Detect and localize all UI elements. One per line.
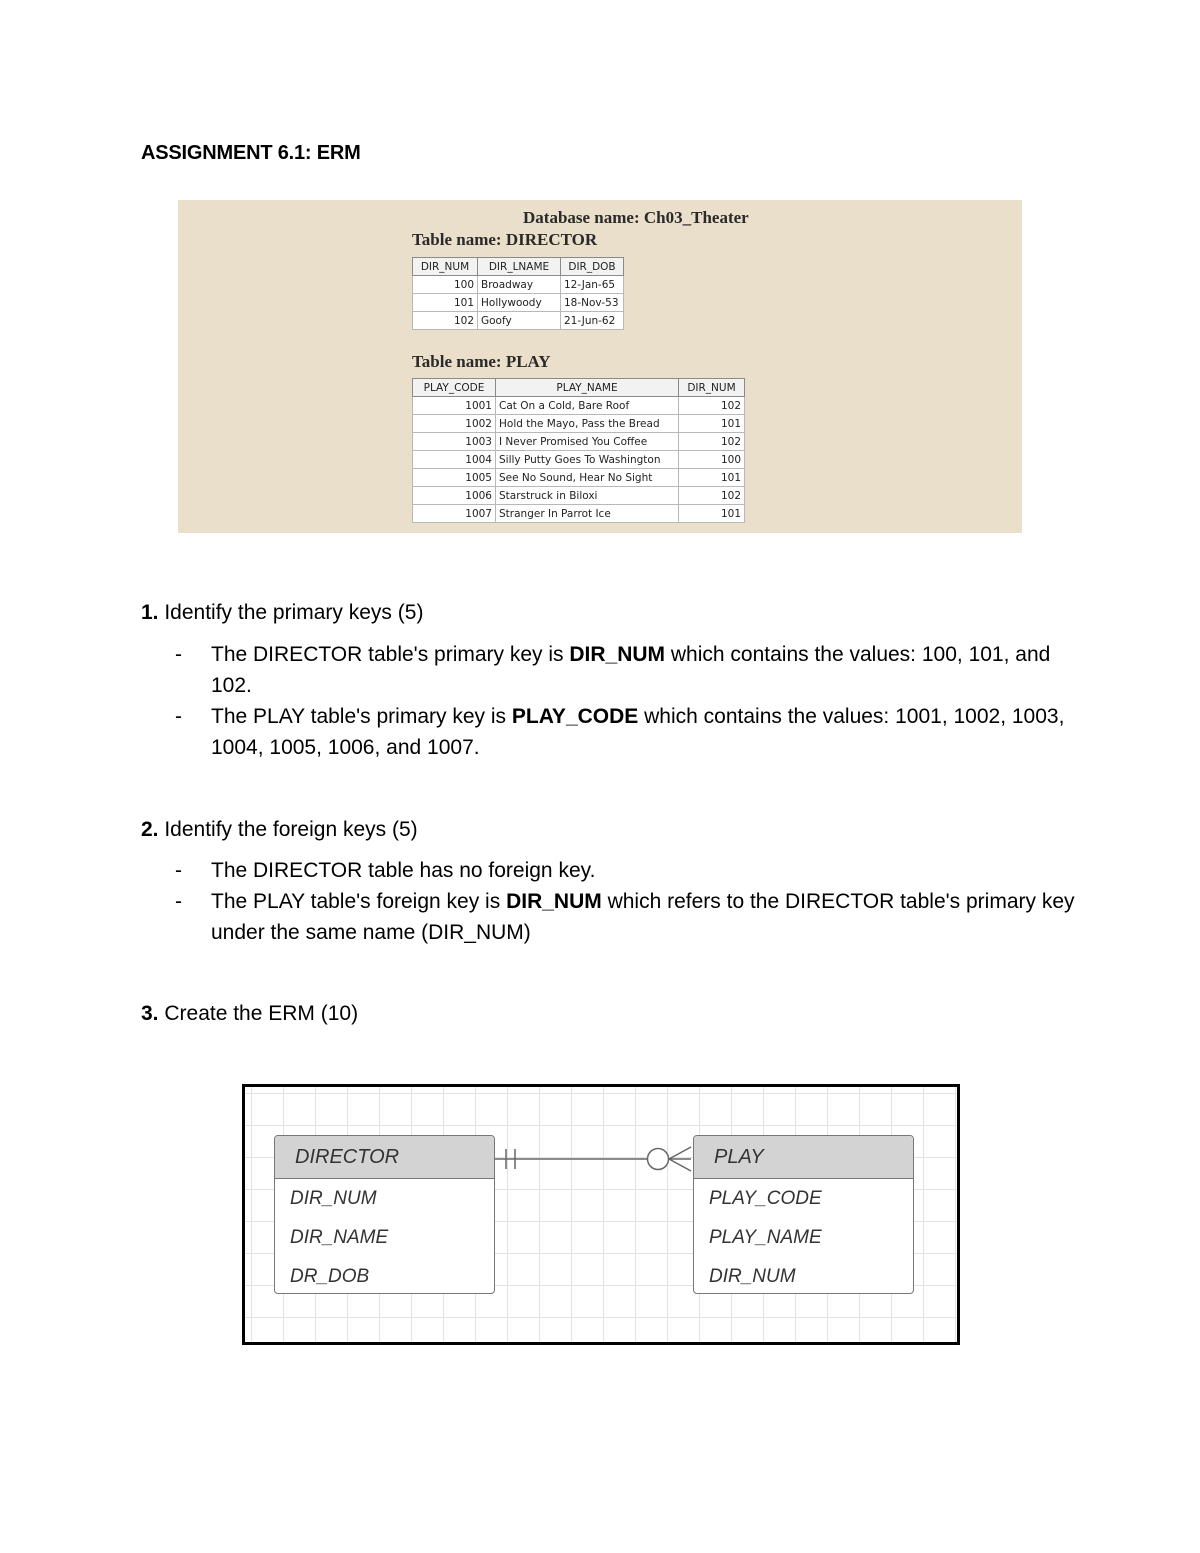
table-cell: See No Sound, Hear No Sight	[496, 469, 679, 487]
entity-name: PLAY	[694, 1136, 913, 1179]
zero-marker	[648, 1149, 669, 1170]
question-text: Identify the foreign keys (5)	[158, 818, 418, 841]
question-2-answers	[175, 855, 1075, 948]
table-cell: I Never Promised You Coffee	[496, 433, 679, 451]
director-table-name: Table name: DIRECTOR	[412, 230, 598, 249]
entity-name: DIRECTOR	[275, 1136, 494, 1179]
table-cell: 1007	[413, 505, 496, 523]
table-row	[413, 433, 745, 451]
key-name: PLAY_CODE	[511, 705, 639, 728]
list-item: - The DIRECTOR table's primary key is DIR_NUM which contains the values: 100, 101, and 102.	[175, 639, 1075, 701]
page-title: ASSIGNMENT 6.1: ERM	[141, 142, 361, 164]
table-cell: 1001	[413, 397, 496, 415]
database-name: Database name: Ch03_Theater	[523, 208, 749, 227]
list-item: - The PLAY table's foreign key is DIR_NUM which refers to the DIRECTOR table's primary key under the same name (DIR_NUM)	[175, 886, 1075, 948]
table-cell: Cat On a Cold, Bare Roof	[496, 397, 679, 415]
column-header: DIR_NUM	[679, 379, 745, 397]
play-entity	[693, 1135, 914, 1294]
table-row	[413, 312, 624, 330]
table-row	[413, 469, 745, 487]
director-table	[412, 257, 624, 330]
column-header: PLAY_NAME	[496, 379, 679, 397]
table-cell: 21-Jun-62	[561, 312, 624, 330]
question-number: 2.	[141, 818, 159, 841]
table-cell: 101	[679, 415, 745, 433]
table-cell: 1002	[413, 415, 496, 433]
question-2	[141, 818, 418, 842]
erm-diagram	[242, 1084, 960, 1345]
table-cell: 1006	[413, 487, 496, 505]
table-cell: Hold the Mayo, Pass the Bread	[496, 415, 679, 433]
table-cell: Hollywoody	[478, 294, 561, 312]
question-number: 3.	[141, 1002, 159, 1025]
table-row	[413, 397, 745, 415]
table-cell: 1005	[413, 469, 496, 487]
key-name: DIR_NUM	[506, 890, 602, 913]
table-row	[413, 415, 745, 433]
table-cell: Silly Putty Goes To Washington	[496, 451, 679, 469]
table-cell: Starstruck in Biloxi	[496, 487, 679, 505]
table-cell: 102	[679, 397, 745, 415]
table-row	[413, 451, 745, 469]
table-cell: 102	[679, 433, 745, 451]
crow-foot	[669, 1159, 691, 1171]
entity-attribute: DIR_NAME	[290, 1227, 389, 1248]
key-name: DIR_NUM	[569, 643, 666, 666]
question-1-answers	[175, 639, 1075, 763]
entity-attribute: PLAY_NAME	[709, 1227, 822, 1248]
crow-foot	[669, 1147, 691, 1159]
database-figure	[178, 200, 1022, 533]
table-cell: 101	[679, 505, 745, 523]
column-header: DIR_DOB	[561, 258, 624, 276]
table-row	[413, 276, 624, 294]
question-text: Identify the primary keys (5)	[158, 601, 424, 624]
column-header: PLAY_CODE	[413, 379, 496, 397]
question-3	[141, 1002, 358, 1026]
table-cell: 1003	[413, 433, 496, 451]
table-row	[413, 487, 745, 505]
table-cell: 101	[679, 469, 745, 487]
list-item: - The PLAY table's primary key is PLAY_CODE which contains the values: 1001, 1002, 1003, 1004, 1005, 1006, and 1007.	[175, 701, 1075, 763]
play-table	[412, 378, 745, 523]
table-cell: 101	[413, 294, 478, 312]
question-number: 1.	[141, 601, 159, 624]
table-row	[413, 505, 745, 523]
table-cell: 102	[679, 487, 745, 505]
table-cell: 100	[413, 276, 478, 294]
table-cell: 1004	[413, 451, 496, 469]
table-cell: Broadway	[478, 276, 561, 294]
table-cell: 100	[679, 451, 745, 469]
entity-attribute: PLAY_CODE	[709, 1188, 822, 1209]
column-header: DIR_NUM	[413, 258, 478, 276]
question-text: Create the ERM (10)	[158, 1002, 359, 1025]
table-cell: 12-Jan-65	[561, 276, 624, 294]
play-table-name: Table name: PLAY	[412, 352, 551, 371]
table-cell: Goofy	[478, 312, 561, 330]
entity-attribute: DIR_NUM	[709, 1266, 796, 1287]
list-item: - The DIRECTOR table has no foreign key.	[175, 855, 1075, 886]
table-cell: 102	[413, 312, 478, 330]
table-row	[413, 294, 624, 312]
entity-attribute: DIR_NUM	[290, 1188, 377, 1209]
table-cell: 18-Nov-53	[561, 294, 624, 312]
entity-attribute: DR_DOB	[290, 1266, 370, 1287]
column-header: DIR_LNAME	[478, 258, 561, 276]
question-1	[141, 601, 423, 625]
director-entity	[274, 1135, 495, 1294]
table-cell: Stranger In Parrot Ice	[496, 505, 679, 523]
